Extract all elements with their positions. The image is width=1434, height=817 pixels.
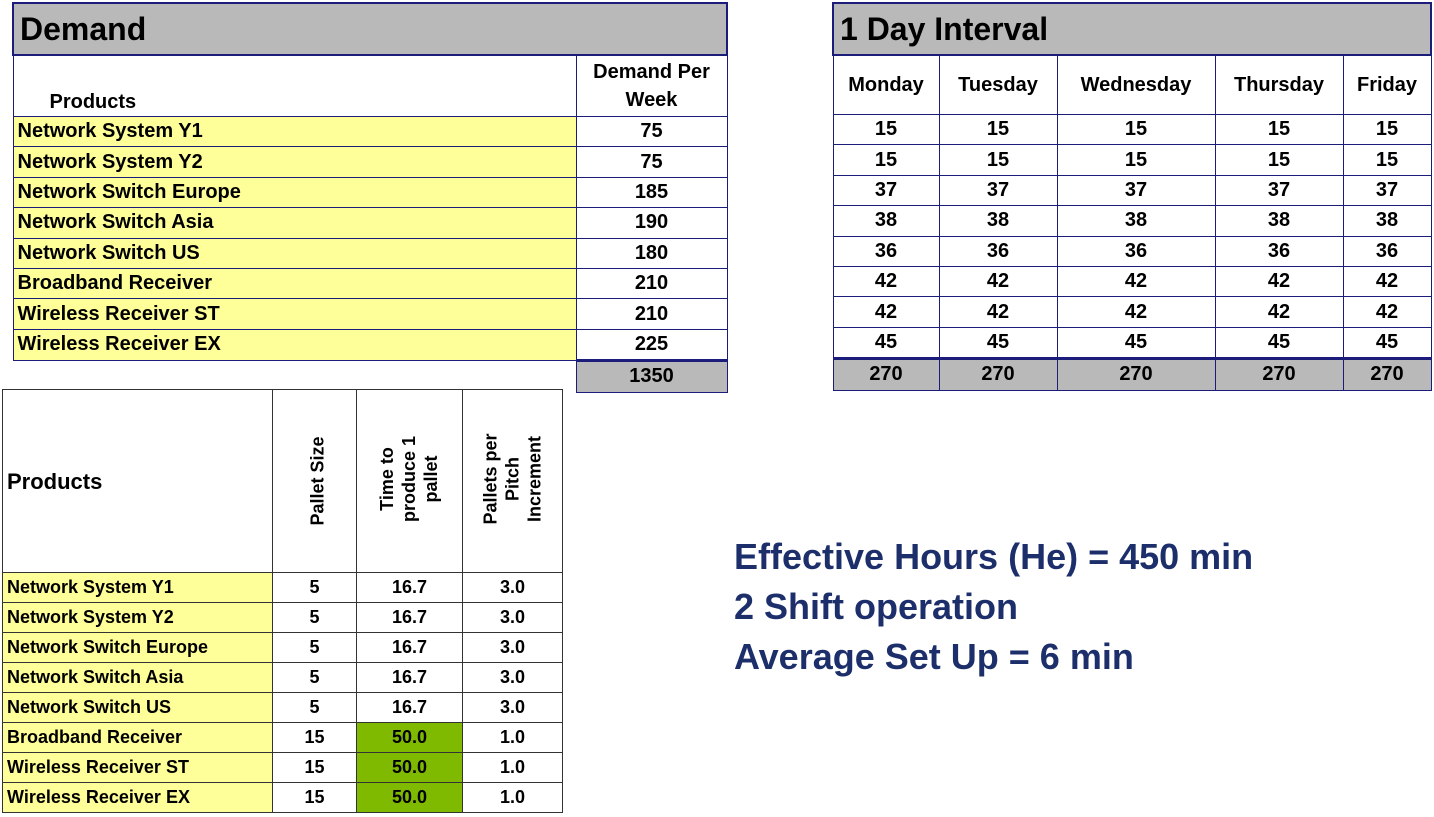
daily-value: 36	[833, 236, 939, 266]
pallet-size: 5	[273, 693, 357, 723]
product-name: Network Switch Asia	[13, 208, 576, 238]
table-row	[3, 663, 563, 693]
table-row	[13, 268, 727, 298]
time-per-pallet: 16.7	[357, 603, 463, 633]
pallets-per-pitch: 1.0	[463, 783, 563, 813]
daily-value: 37	[1215, 175, 1343, 205]
operation-notes	[734, 532, 1253, 682]
pallet-size-label: Pallet Size	[307, 435, 328, 526]
product-name: Wireless Receiver ST	[13, 299, 576, 329]
day-header-monday: Monday	[833, 55, 939, 115]
daily-value: 15	[833, 115, 939, 145]
daily-total: 270	[939, 359, 1057, 390]
table-row	[13, 299, 727, 329]
daily-total: 270	[1057, 359, 1215, 390]
daily-value: 15	[1343, 115, 1431, 145]
blank-cell	[13, 361, 576, 392]
table-row	[3, 783, 563, 813]
pallets-per-pitch: 3.0	[463, 663, 563, 693]
daily-value: 36	[939, 236, 1057, 266]
product-name: Network Switch Europe	[13, 177, 576, 207]
table-row	[3, 633, 563, 663]
time-per-pallet: 16.7	[357, 633, 463, 663]
table-row	[3, 753, 563, 783]
product-name: Network System Y2	[13, 147, 576, 177]
daily-value: 15	[939, 145, 1057, 175]
table-row	[833, 266, 1431, 296]
table-row	[833, 115, 1431, 145]
day-interval-table	[832, 2, 1432, 391]
weekly-demand: 210	[576, 268, 727, 298]
daily-value: 45	[1343, 327, 1431, 358]
table-row	[833, 145, 1431, 175]
effective-hours-note: Effective Hours (He) = 450 min	[734, 536, 1254, 577]
daily-value: 42	[1215, 297, 1343, 327]
pallet-size: 5	[273, 663, 357, 693]
pallet-size: 5	[273, 633, 357, 663]
table-row	[13, 329, 727, 360]
pitch-header-line: Pitch	[502, 456, 523, 502]
product-name: Wireless Receiver EX	[3, 783, 273, 813]
demand-table	[12, 2, 728, 393]
weekly-demand: 180	[576, 238, 727, 268]
daily-value: 15	[1343, 145, 1431, 175]
time-header-line: pallet	[421, 455, 442, 503]
product-name: Wireless Receiver ST	[3, 753, 273, 783]
day-header-wednesday: Wednesday	[1057, 55, 1215, 115]
average-setup-note: Average Set Up = 6 min	[734, 636, 1134, 677]
weekly-demand-total: 1350	[576, 361, 727, 392]
daily-value: 42	[833, 297, 939, 327]
product-name: Network Switch US	[3, 693, 273, 723]
time-per-pallet: 16.7	[357, 663, 463, 693]
pallets-per-pitch: 1.0	[463, 723, 563, 753]
product-name: Network Switch Asia	[3, 663, 273, 693]
daily-value: 37	[1343, 175, 1431, 205]
table-row	[833, 236, 1431, 266]
time-header-line: produce 1	[399, 435, 420, 523]
pallet-size: 15	[273, 723, 357, 753]
product-name: Network System Y2	[3, 603, 273, 633]
daily-total: 270	[1343, 359, 1431, 390]
time-per-pallet-highlight: 50.0	[357, 753, 463, 783]
daily-total: 270	[833, 359, 939, 390]
daily-value: 36	[1215, 236, 1343, 266]
daily-value: 42	[1343, 297, 1431, 327]
pallets-per-pitch: 3.0	[463, 693, 563, 723]
pitch-header-line: Increment	[524, 435, 545, 523]
time-per-pallet-highlight: 50.0	[357, 783, 463, 813]
daily-value: 38	[939, 206, 1057, 236]
day-interval-title: 1 Day Interval	[833, 3, 1431, 55]
pallet-size: 15	[273, 753, 357, 783]
daily-value: 38	[833, 206, 939, 236]
daily-value: 45	[833, 327, 939, 358]
daily-value: 45	[1215, 327, 1343, 358]
time-per-pallet: 16.7	[357, 693, 463, 723]
table-row	[833, 206, 1431, 236]
pallets-per-pitch: 3.0	[463, 573, 563, 603]
pallet-size: 5	[273, 603, 357, 633]
pallets-per-pitch-header	[463, 390, 563, 573]
daily-value: 15	[833, 145, 939, 175]
daily-value: 42	[1343, 266, 1431, 296]
product-name: Wireless Receiver EX	[13, 329, 576, 360]
daily-value: 38	[1215, 206, 1343, 236]
daily-value: 37	[1057, 175, 1215, 205]
table-row	[13, 208, 727, 238]
product-name: Network Switch Europe	[3, 633, 273, 663]
table-row	[3, 573, 563, 603]
pallet-size-header	[273, 390, 357, 573]
demand-title: Demand	[13, 3, 727, 55]
shift-operation-note: 2 Shift operation	[734, 586, 1019, 627]
product-name: Broadband Receiver	[3, 723, 273, 753]
daily-value: 36	[1343, 236, 1431, 266]
pallets-per-pitch: 3.0	[463, 633, 563, 663]
pallets-per-pitch: 1.0	[463, 753, 563, 783]
daily-value: 15	[1057, 145, 1215, 175]
pallet-size: 5	[273, 573, 357, 603]
product-name: Broadband Receiver	[13, 268, 576, 298]
daily-value: 37	[833, 175, 939, 205]
weekly-demand: 190	[576, 208, 727, 238]
demand-products-header: Products	[13, 55, 576, 117]
daily-value: 42	[939, 297, 1057, 327]
daily-value: 42	[939, 266, 1057, 296]
daily-value: 42	[833, 266, 939, 296]
daily-value: 38	[1343, 206, 1431, 236]
pitch-header-line: Pallets per	[480, 433, 501, 525]
day-header-thursday: Thursday	[1215, 55, 1343, 115]
table-row	[13, 117, 727, 147]
table-row	[3, 693, 563, 723]
daily-value: 15	[1215, 145, 1343, 175]
daily-value: 37	[939, 175, 1057, 205]
daily-value: 15	[1057, 115, 1215, 145]
demand-per-week-header: Demand Per Week	[576, 55, 727, 117]
daily-value: 45	[939, 327, 1057, 358]
time-header-line: Time to	[377, 447, 398, 511]
weekly-demand: 210	[576, 299, 727, 329]
daily-total: 270	[1215, 359, 1343, 390]
time-per-pallet: 16.7	[357, 573, 463, 603]
day-header-tuesday: Tuesday	[939, 55, 1057, 115]
table-row	[833, 327, 1431, 358]
daily-value: 15	[1215, 115, 1343, 145]
weekly-demand: 75	[576, 117, 727, 147]
pallet-products-header: Products	[3, 390, 273, 573]
pallet-size: 15	[273, 783, 357, 813]
pallet-table	[2, 389, 563, 813]
table-row	[13, 238, 727, 268]
day-header-friday: Friday	[1343, 55, 1431, 115]
product-name: Network Switch US	[13, 238, 576, 268]
weekly-demand: 75	[576, 147, 727, 177]
time-to-produce-header	[357, 390, 463, 573]
daily-value: 45	[1057, 327, 1215, 358]
product-name: Network System Y1	[13, 117, 576, 147]
daily-value: 42	[1215, 266, 1343, 296]
weekly-demand: 185	[576, 177, 727, 207]
table-row	[833, 297, 1431, 327]
table-row	[13, 147, 727, 177]
daily-value: 36	[1057, 236, 1215, 266]
daily-value: 42	[1057, 266, 1215, 296]
table-row	[3, 723, 563, 753]
pallets-per-pitch: 3.0	[463, 603, 563, 633]
weekly-demand: 225	[576, 329, 727, 360]
table-row	[3, 603, 563, 633]
daily-value: 42	[1057, 297, 1215, 327]
product-name: Network System Y1	[3, 573, 273, 603]
daily-value: 15	[939, 115, 1057, 145]
daily-value: 38	[1057, 206, 1215, 236]
time-per-pallet-highlight: 50.0	[357, 723, 463, 753]
table-row	[833, 175, 1431, 205]
table-row	[13, 177, 727, 207]
